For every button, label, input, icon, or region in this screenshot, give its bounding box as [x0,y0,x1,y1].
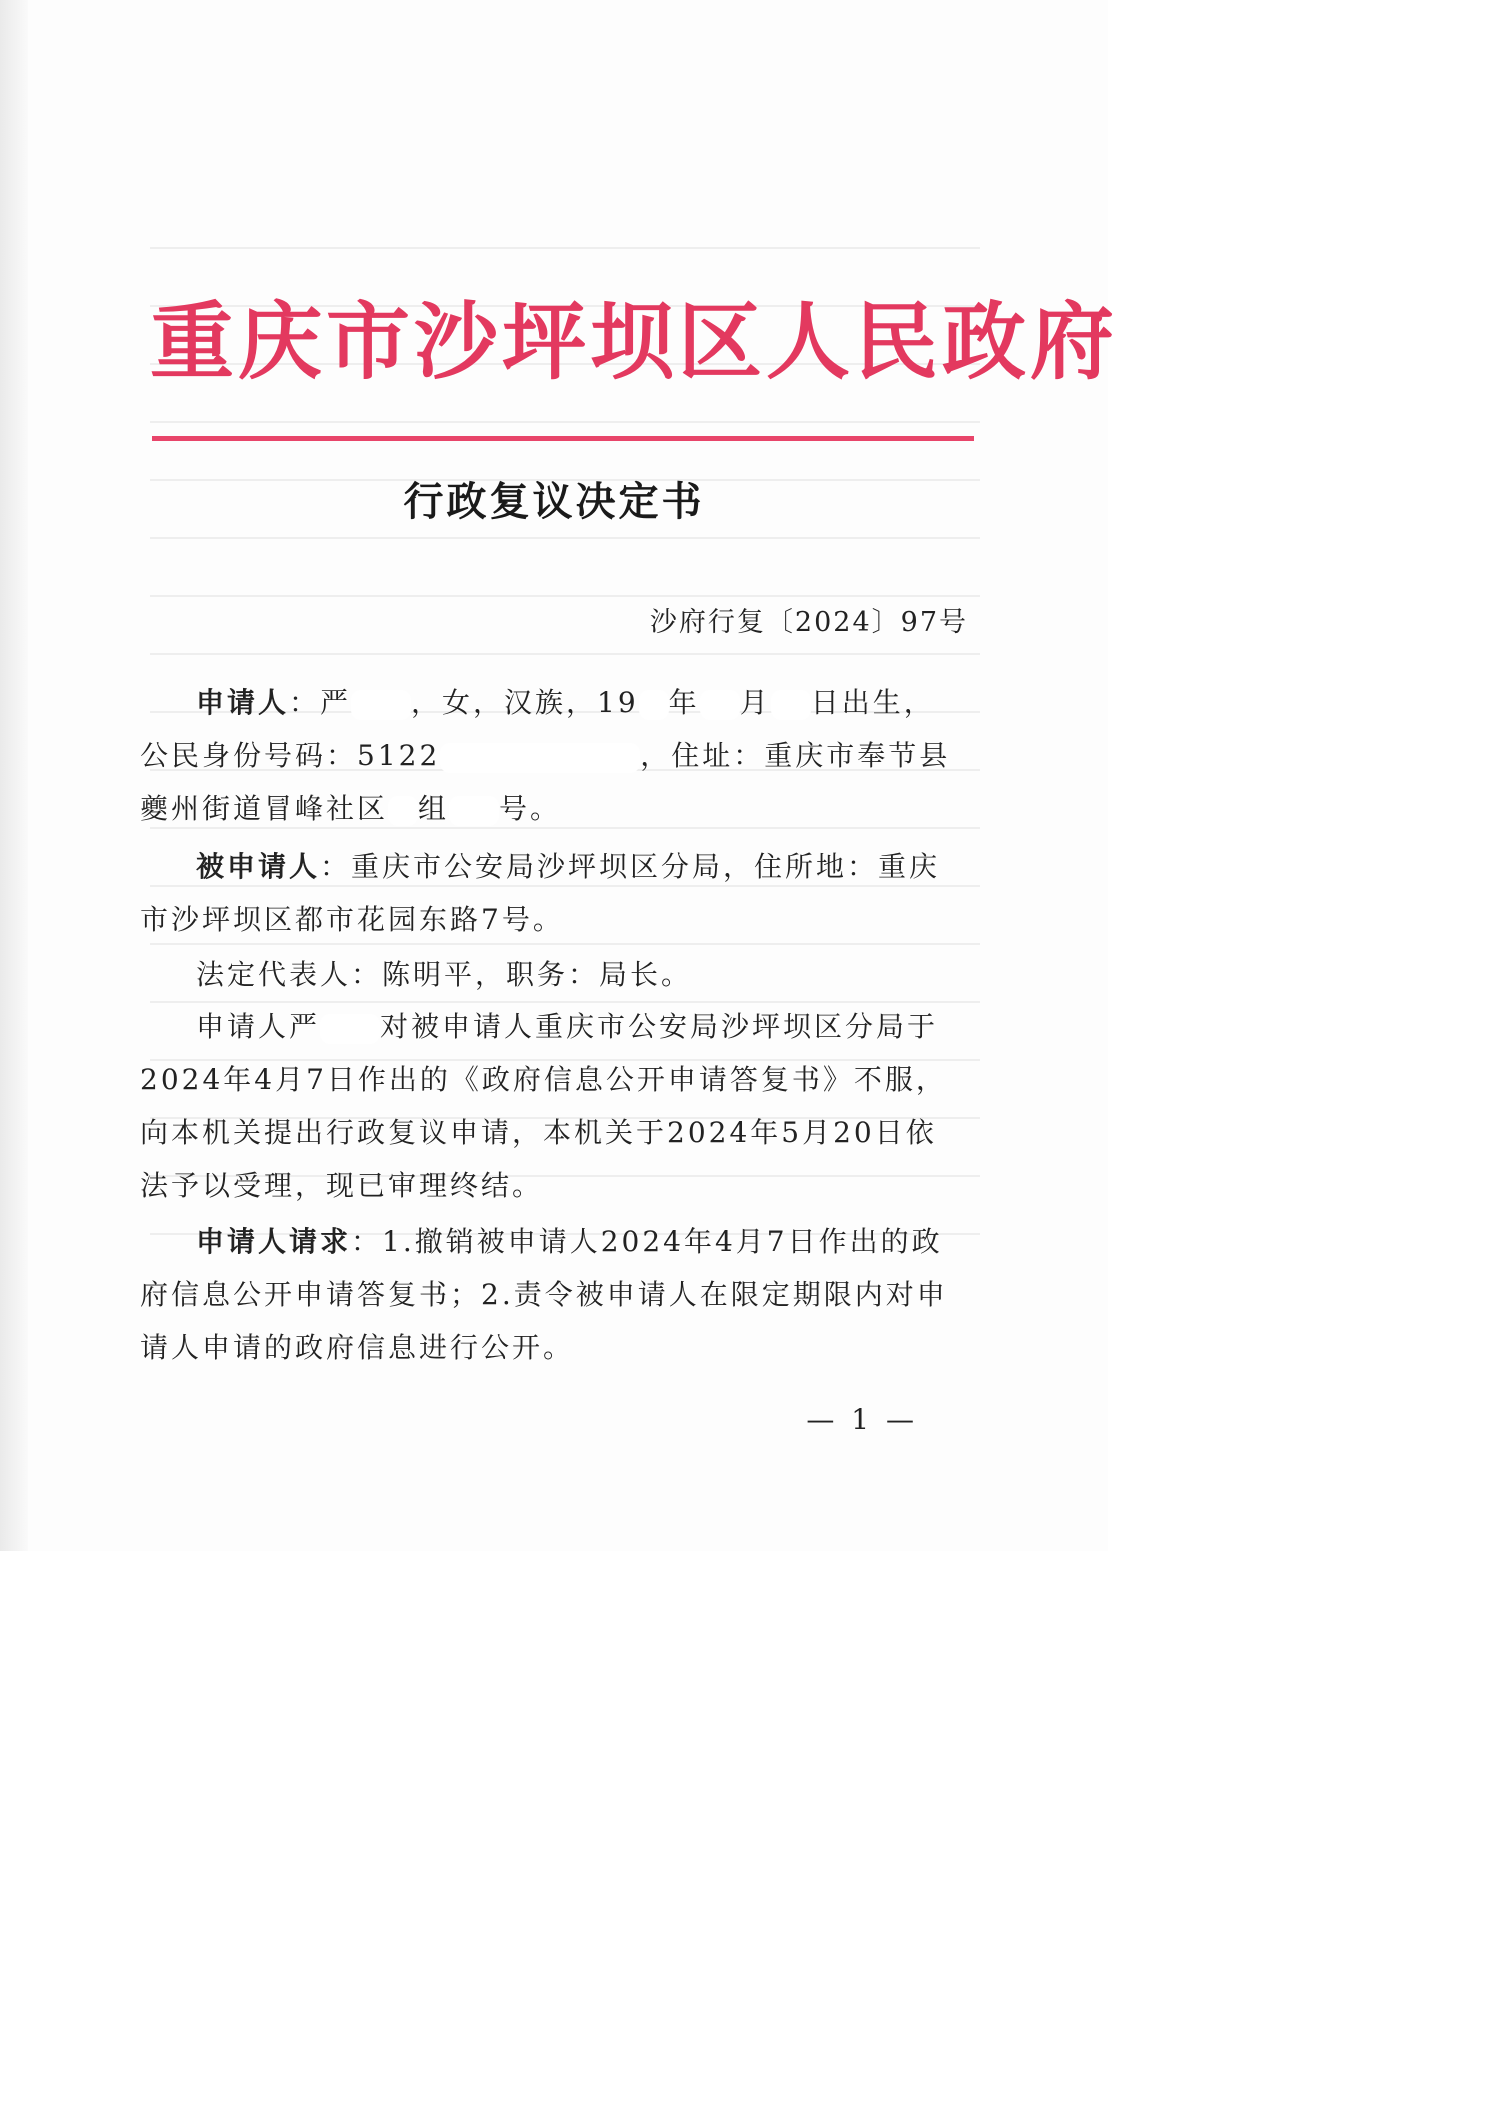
redaction-mask [700,690,740,720]
request-label: 申请人请求 [196,1225,352,1258]
document-number: 沙府行复〔2024〕97号 [649,607,968,638]
scan-gutter [0,0,28,1551]
redaction-mask [771,690,811,720]
legal-representative: 法定代表人：陈明平，职务：局长。 [196,958,693,991]
redaction-mask [351,690,411,720]
applicant-paragraph: 申请人：严 ，女，汉族，19 年 月 日出生，公民身份号码：5122 ，住址：重庆市奉节县夔州街道冒峰社区 组 号。 [140,686,951,825]
respondent-label: 被申请人 [196,850,321,883]
organization-header: 重庆市沙坪坝区人民政府 [150,292,1119,391]
redaction-mask [449,796,499,826]
page-number: — 1 — [806,1403,918,1436]
red-divider [152,436,974,441]
redaction-mask [639,690,669,720]
applicant-label: 申请人 [196,686,290,719]
respondent-paragraph: 被申请人：重庆市公安局沙坪坝区分局，住所地：重庆市沙坪坝区都市花园东路7号。 [140,850,941,936]
request-paragraph: 申请人请求：1.撤销被申请人2024年4月7日作出的政府信息公开申请答复书；2.责令被申请人在限定期限内对申请人申请的政府信息进行公开。 [140,1225,948,1364]
redaction-mask [320,1014,380,1044]
redaction-mask [388,796,418,826]
redaction-mask [440,743,640,773]
intro-paragraph: 申请人严 对被申请人重庆市公安局沙坪坝区分局于2024年4月7日作出的《政府信息公开申请答复书》不服，向本机关提出行政复议申请，本机关于2024年5月20日依法予以受理，现已审理终结。 [140,1010,947,1202]
document-title: 行政复议决定书 [403,478,705,525]
